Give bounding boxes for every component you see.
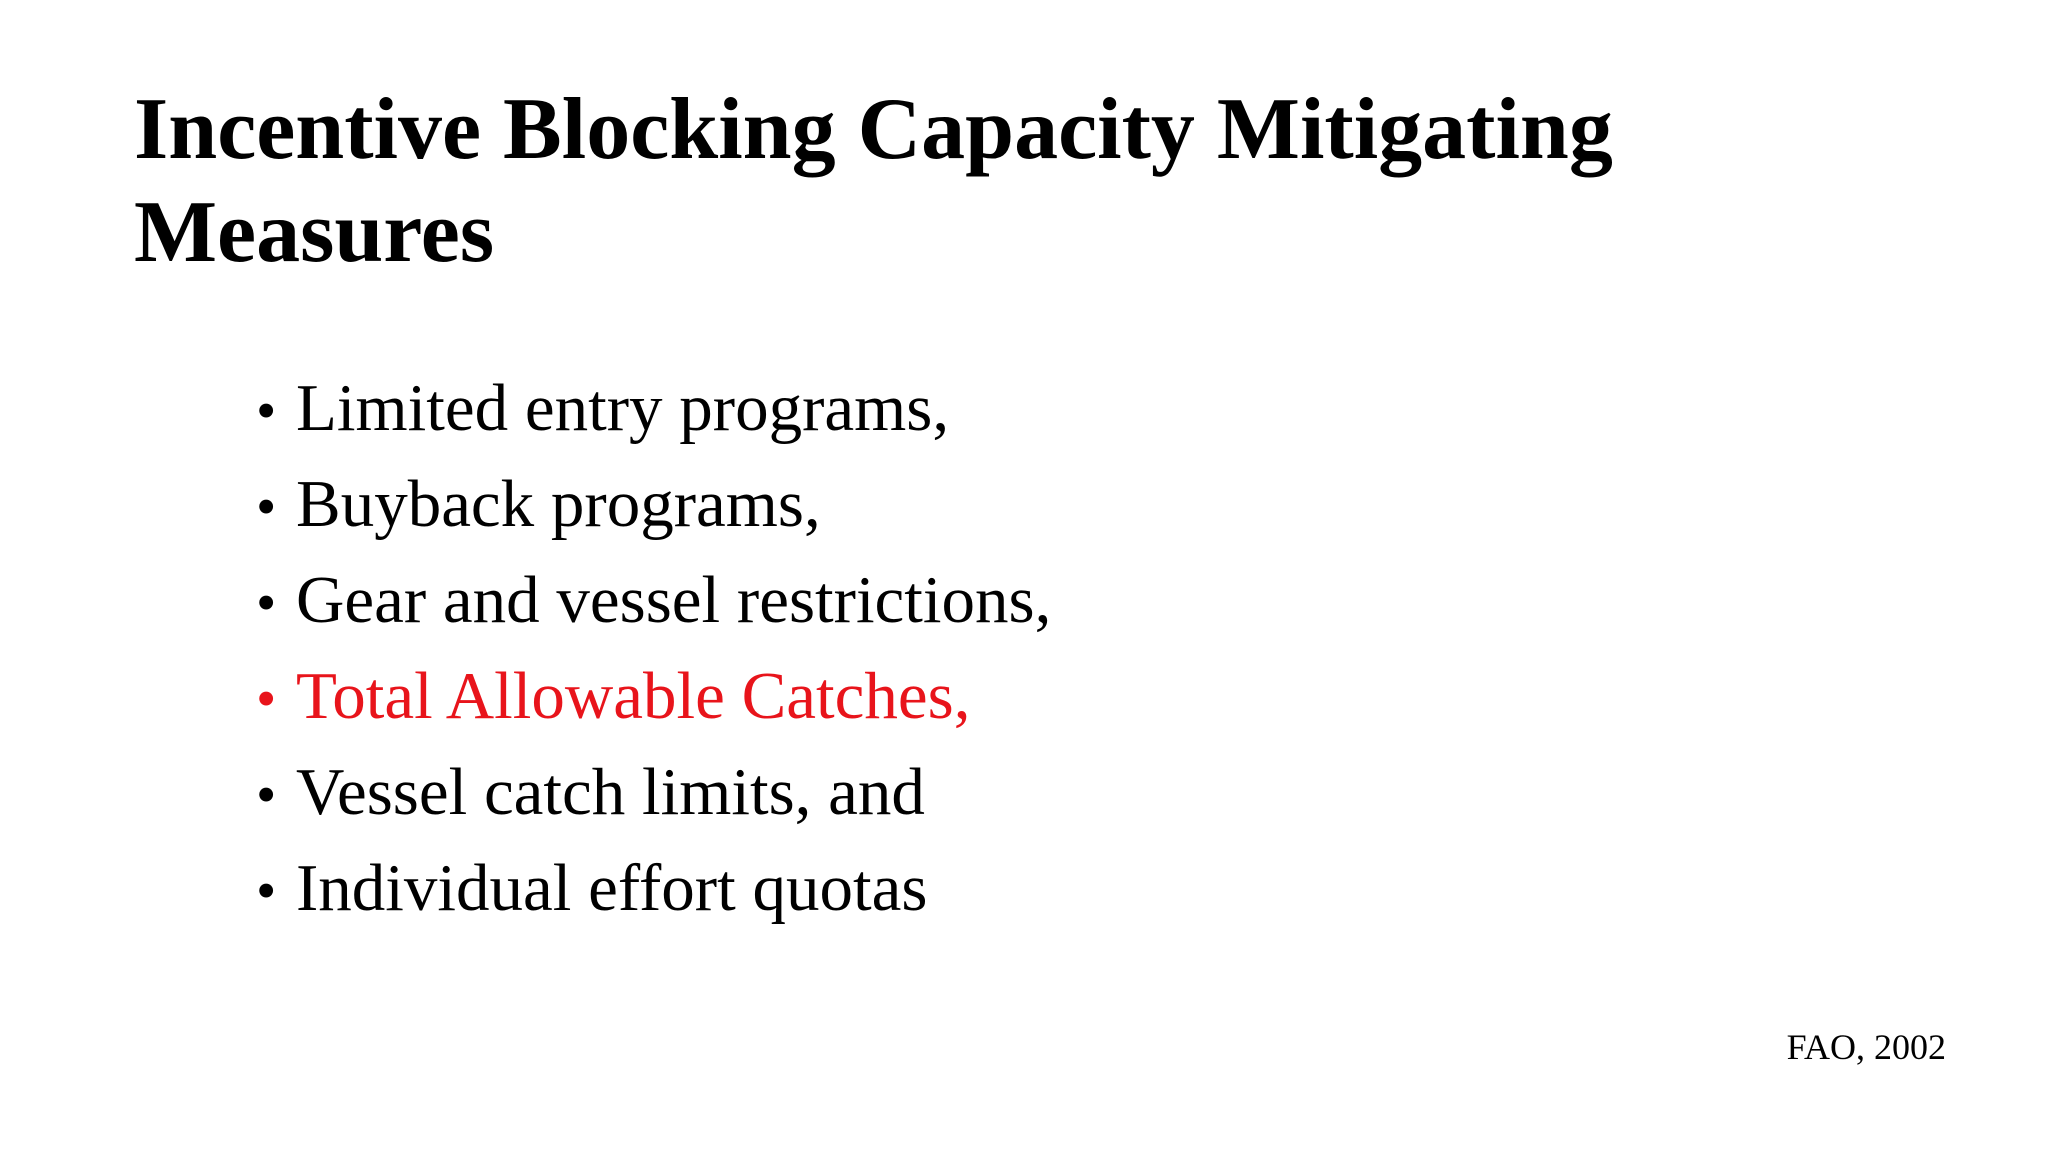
bullet-item-buyback [256, 456, 1051, 552]
citation: FAO, 2002 [1786, 1027, 1946, 1067]
bullet-dot-icon: • [256, 474, 277, 539]
bullet-item-total-allowable-catches [256, 648, 1051, 744]
bullet-dot-icon: • [256, 762, 277, 827]
bullet-text: Vessel catch limits, and [296, 755, 925, 829]
bullet-text: Buyback programs, [296, 467, 821, 541]
bullet-dot-icon: • [256, 858, 277, 923]
bullet-text: Limited entry programs, [296, 371, 950, 445]
bullet-text: Gear and vessel restrictions, [296, 563, 1052, 637]
bullet-item-vessel-catch-limits [256, 744, 1051, 840]
bullet-dot-icon: • [256, 378, 277, 443]
bullet-item-limited-entry [256, 360, 1051, 456]
bullet-text: Individual effort quotas [296, 851, 928, 925]
bullet-text: Total Allowable Catches, [296, 659, 971, 733]
bullet-list [256, 360, 1051, 936]
bullet-dot-icon: • [256, 666, 277, 731]
bullet-item-gear-vessel [256, 552, 1051, 648]
bullet-item-individual-effort-quotas [256, 840, 1051, 936]
bullet-dot-icon: • [256, 570, 277, 635]
slide-title: Incentive Blocking Capacity Mitigating Measures [134, 81, 1613, 281]
